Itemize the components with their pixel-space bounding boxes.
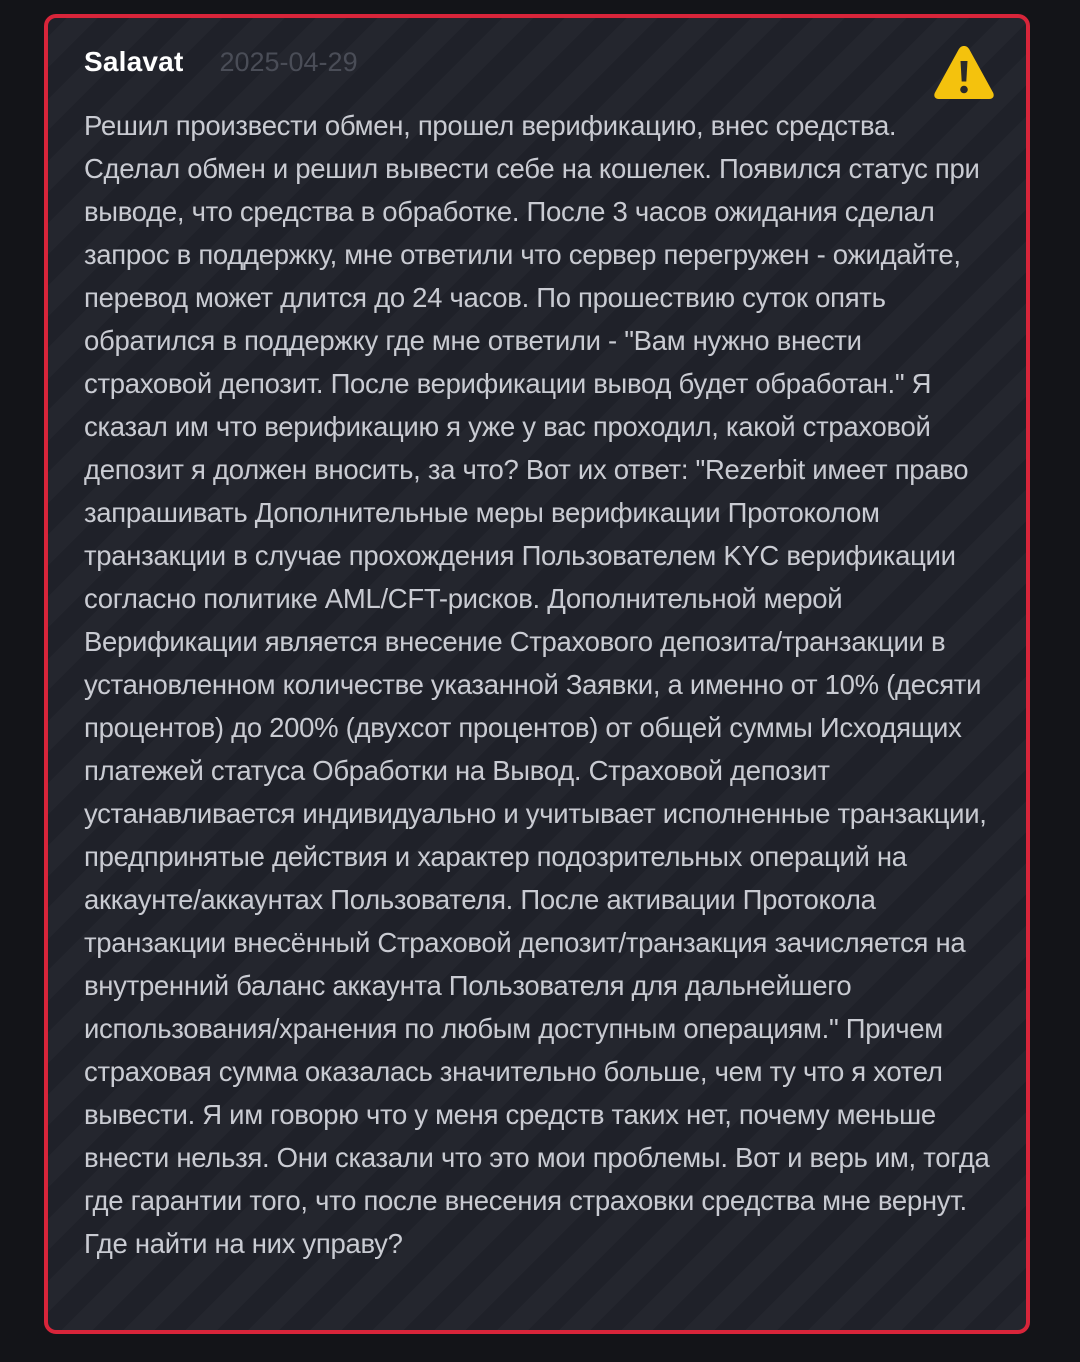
review-header bbox=[84, 46, 358, 78]
review-author[interactable]: Salavat bbox=[84, 46, 184, 77]
review-text: Решил произвести обмен, прошел верификацию, внес средства. Сделал обмен и решил вывести себе на кошелек. Появился статус при выводе, что средства в обработке. После 3 часов ожидания сделал запрос в поддержку, мне ответили что сервер перегружен - ожидайте, перевод может длится до 24 часов. По прошествию суток опять обратился в поддержку где мне ответили - "Вам нужно внести страховой депозит. После верификации вывод будет обработан." Я сказал им что верификацию я уже у вас проходил, какой страховой депозит я должен вносить, за что? Вот их ответ: "Rezerbit имеет право запрашивать Дополнительные меры верификации Протоколом транзакции в случае прохождения Пользователем KYC верификации согласно политике AML/CFT-рисков. Дополнительной мерой Верификации является внесение Страхового депозита/транзакции в установленном количестве указанной Заявки, а именно от 10% (десяти процентов) до 200% (двухсот процентов) от общей суммы Исходящих платежей статуса Обработки на Вывод. Страховой депозит устанавливается индивидуально и учитывает исполненные транзакции, предпринятые действия и характер подозрительных операций на аккаунте/аккаунтах Пользователя. После активации Протокола транзакции внесённый Страховой депозит/транзакция зачисляется на внутренний баланс аккаунта Пользователя для дальнейшего использования/хранения по любым доступным операциям." Причем страховая сумма оказалась значительно больше, чем ту что я хотел вывести. Я им говорю что у меня средств таких нет, почему меньше внести нельзя. Они сказали что это мои проблемы. Вот и верь им, тогда где гарантии того, что после внесения страховки средства мне вернут. Где найти на них управу? bbox=[84, 110, 990, 1259]
warning-icon bbox=[932, 42, 996, 102]
review-date: 2025-04-29 bbox=[219, 47, 358, 77]
review-card bbox=[44, 14, 1030, 1334]
